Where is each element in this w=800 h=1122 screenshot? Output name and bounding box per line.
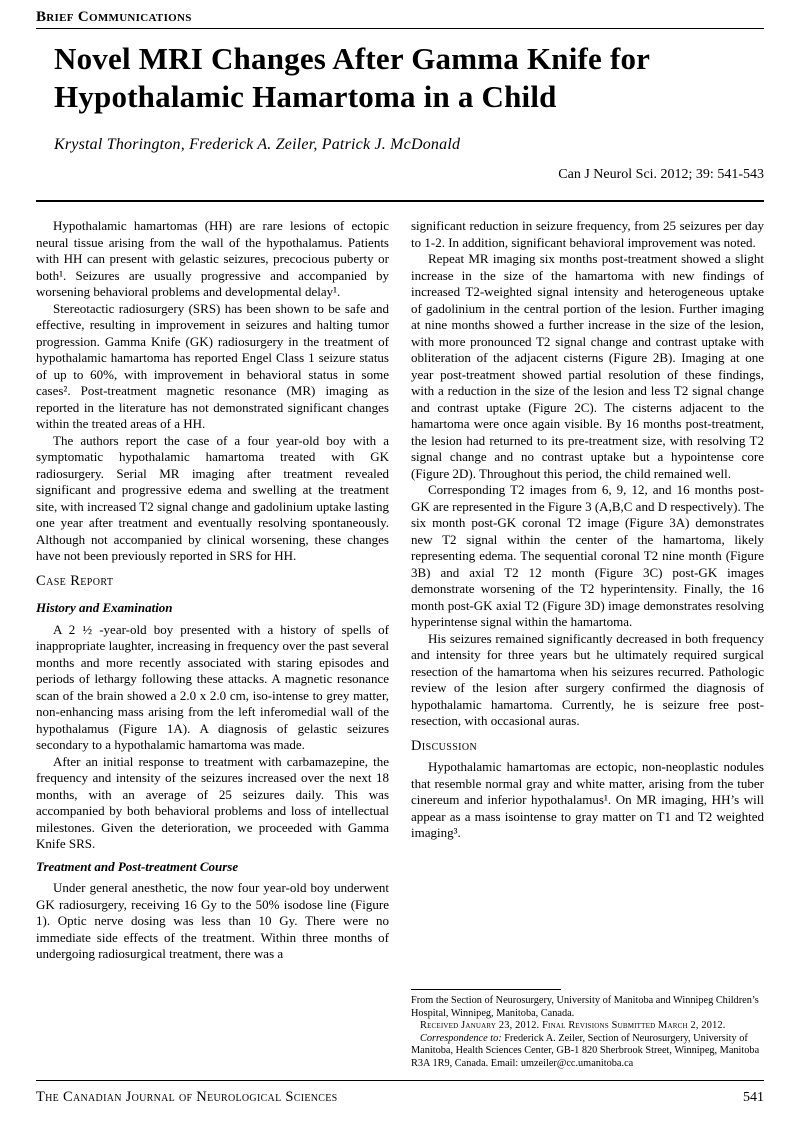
paragraph-t2-images: Corresponding T2 images from 6, 9, 12, and 16 months post-GK are represented in the Figure 3 (A,B,C and D respectively). The six month post-GK coronal T2 image (Figure 3A) demonstrates new T2 signal within the center of the hamartoma, likely representing edema. The sequential coronal T2 nine month (Figure 3B) and axial T2 12 month (Figure 3C) post-GK images demonstrate worsening of the T2 hyperintensity. Finally, the 16 month post-GK axial T2 (Figure 3D) image demonstrates resolving hyperintense signal within the hamartoma. xyxy=(411,482,764,629)
title-separator-rule xyxy=(36,200,764,202)
paragraph-case-overview: The authors report the case of a four year-old boy with a symptomatic hypothalamic hamartoma treated with GK radiosurgery. Serial MR imaging after treatment revealed significant and progressive edema and swelling at the treatment site, with increased T2 signal change and gadolinium uptake lasting one year after treatment and eventually resolving spontaneously. Although not accompanied by clinical worsening, these changes have not been previously reported in SRS for HH. xyxy=(36,432,389,563)
paragraph-srs-background: Stereotactic radiosurgery (SRS) has been shown to be safe and effective, resulting in improvement in seizures and halting tumor progression. Gamma Knife (GK) radiosurgery in the treatment of hypothalamic hamartoma has reported Engel Class 1 seizure status of up to 60%, with improvement in behavioral status in some cases². Post-treatment magnetic resonance (MR) imaging as reported in the literature has not demonstrated significant changes within the treated areas of a HH. xyxy=(36,300,389,431)
paragraph-mr-followup: Repeat MR imaging six months post-treatment showed a slight increase in the size of the hamartoma with new findings of increased T2-weighted signal intensity and heterogeneous uptake of gadolinium in the central portion of the lesion. Further imaging at nine months showed a further increase in the size of the lesion, with more pronounced T2 signal change and contrast uptake with obliteration of the adjacent cisterns (Figure 2B). Imaging at one year post-treatment showed partial resolution of these findings, with a reduction in the size of the lesion and less T2 signal change and contrast uptake (Figure 2C). The cisterns adjacent to the hamartoma were once again visible. By 16 months post-treatment, the lesion had returned to its pre-treatment size, with resolving T2 signal change and no contrast uptake but a hypointense core (Figure 2D). Throughout this period, the child remained well. xyxy=(411,251,764,481)
subsection-heading-history: History and Examination xyxy=(36,600,173,615)
paragraph-initial-treatment: After an initial response to treatment with carbamazepine, the frequency and intensity of the seizures increased over the next 18 months, with an average of 25 seizures daily. This was accompanied by both behavioral problems and loss of intellectual milestones. Given the deterioration, we proceeded with Gamma Knife SRS. xyxy=(36,753,389,851)
article-header xyxy=(36,8,764,202)
journal-section-label: Brief Communications xyxy=(36,9,192,25)
paragraph-history-examination: A 2 ½ -year-old boy presented with a history of spells of inappropriate laughter, increasing in frequency over the past several months and more recently associated with staring episodes and periods of lethargy following these attacks. A magnetic resonance scan of the brain showed a 2.0 x 2.0 cm, iso-intense to grey matter, non-enhancing mass arising from the left inferomedial wall of the hypothalamus (Figure 1A). A diagnosis of gelastic seizures secondary to a hypothalamic hamartoma was made. xyxy=(36,621,389,752)
footnote-correspondence xyxy=(411,1033,764,1071)
footnote-affiliation: From the Section of Neurosurgery, University of Manitoba and Winnipeg Children’s Hospital, Winnipeg, Manitoba, Canada. xyxy=(411,995,759,1019)
article-authors: Krystal Thorington, Frederick A. Zeiler, Patrick J. McDonald xyxy=(54,136,461,153)
correspondence-text: Frederick A. Zeiler, Section of Neurosurgery, University of Manitoba, Health Sciences Center, GB-1 820 Sherbrook Street, Winnipeg, Manitoba R3A 1R9, Canada. Email: umzeiler@cc.umanitoba.ca xyxy=(411,1032,760,1069)
paragraph-intro-hh: Hypothalamic hamartomas (HH) are rare lesions of ectopic neural tissue arising from the wall of the hypothalamus. Patients with HH can present with gelastic seizures, precocious puberty or both¹. Seizures are usually progressive and accompanied by worsening behavioral problems and developmental delay¹. xyxy=(36,218,389,299)
footnote-rule xyxy=(411,989,561,990)
subsection-heading-treatment-course: Treatment and Post-treatment Course xyxy=(36,858,239,874)
paragraph-seizure-reduction: significant reduction in seizure frequency, from 25 seizures per day to 1-2. In addition, significant behavioral improvement was noted. xyxy=(411,218,764,250)
paragraph-gk-procedure: Under general anesthetic, the now four year-old boy underwent GK radiosurgery, receiving 16 Gy to the 50% isodose line (Figure 1). Optic nerve dosing was less than 10 Gy. There were no immediate side effects of the treatment. Within three months of undergoing radiosurgical treatment, there was a xyxy=(36,880,389,961)
paragraph-outcome: His seizures remained significantly decreased in both frequency and intensity for three years but he ultimately required surgical resection of the hamartoma when his seizures recurred. Pathologic review of the lesion after surgery confirmed the diagnosis of hypothalamic hamartoma. Currently, he is seizure free post-resection, with occasional auras. xyxy=(411,630,764,728)
correspondence-label: Correspondence to: xyxy=(420,1032,502,1044)
article-title: Novel MRI Changes After Gamma Knife for Hypothalamic Hamartoma in a Child xyxy=(54,41,650,114)
page-footer xyxy=(36,1080,764,1106)
article-citation: Can J Neurol Sci. 2012; 39: 541-543 xyxy=(558,167,764,182)
footnote-received-dates: Received January 23, 2012. Final Revisions Submitted March 2, 2012. xyxy=(420,1020,726,1031)
section-heading-discussion: Discussion xyxy=(411,737,478,754)
footnote-block xyxy=(411,989,764,1070)
page-number: 541 xyxy=(743,1090,764,1105)
paragraph-discussion-intro: Hypothalamic hamartomas are ectopic, non-neoplastic nodules that resemble normal gray and white matter, arising from the tuber cinereum and inferior hypothalamus¹. On MR imaging, HH’s will appear as a mass isointense to gray matter on T1 and T2 weighted imaging³. xyxy=(411,759,764,840)
right-column xyxy=(411,218,764,1070)
section-heading-case-report: Case Report xyxy=(36,572,114,589)
article-body xyxy=(36,218,764,1070)
journal-name: The Canadian Journal of Neurological Sciences xyxy=(36,1089,338,1105)
header-rule xyxy=(36,28,764,29)
left-column xyxy=(36,218,389,1070)
